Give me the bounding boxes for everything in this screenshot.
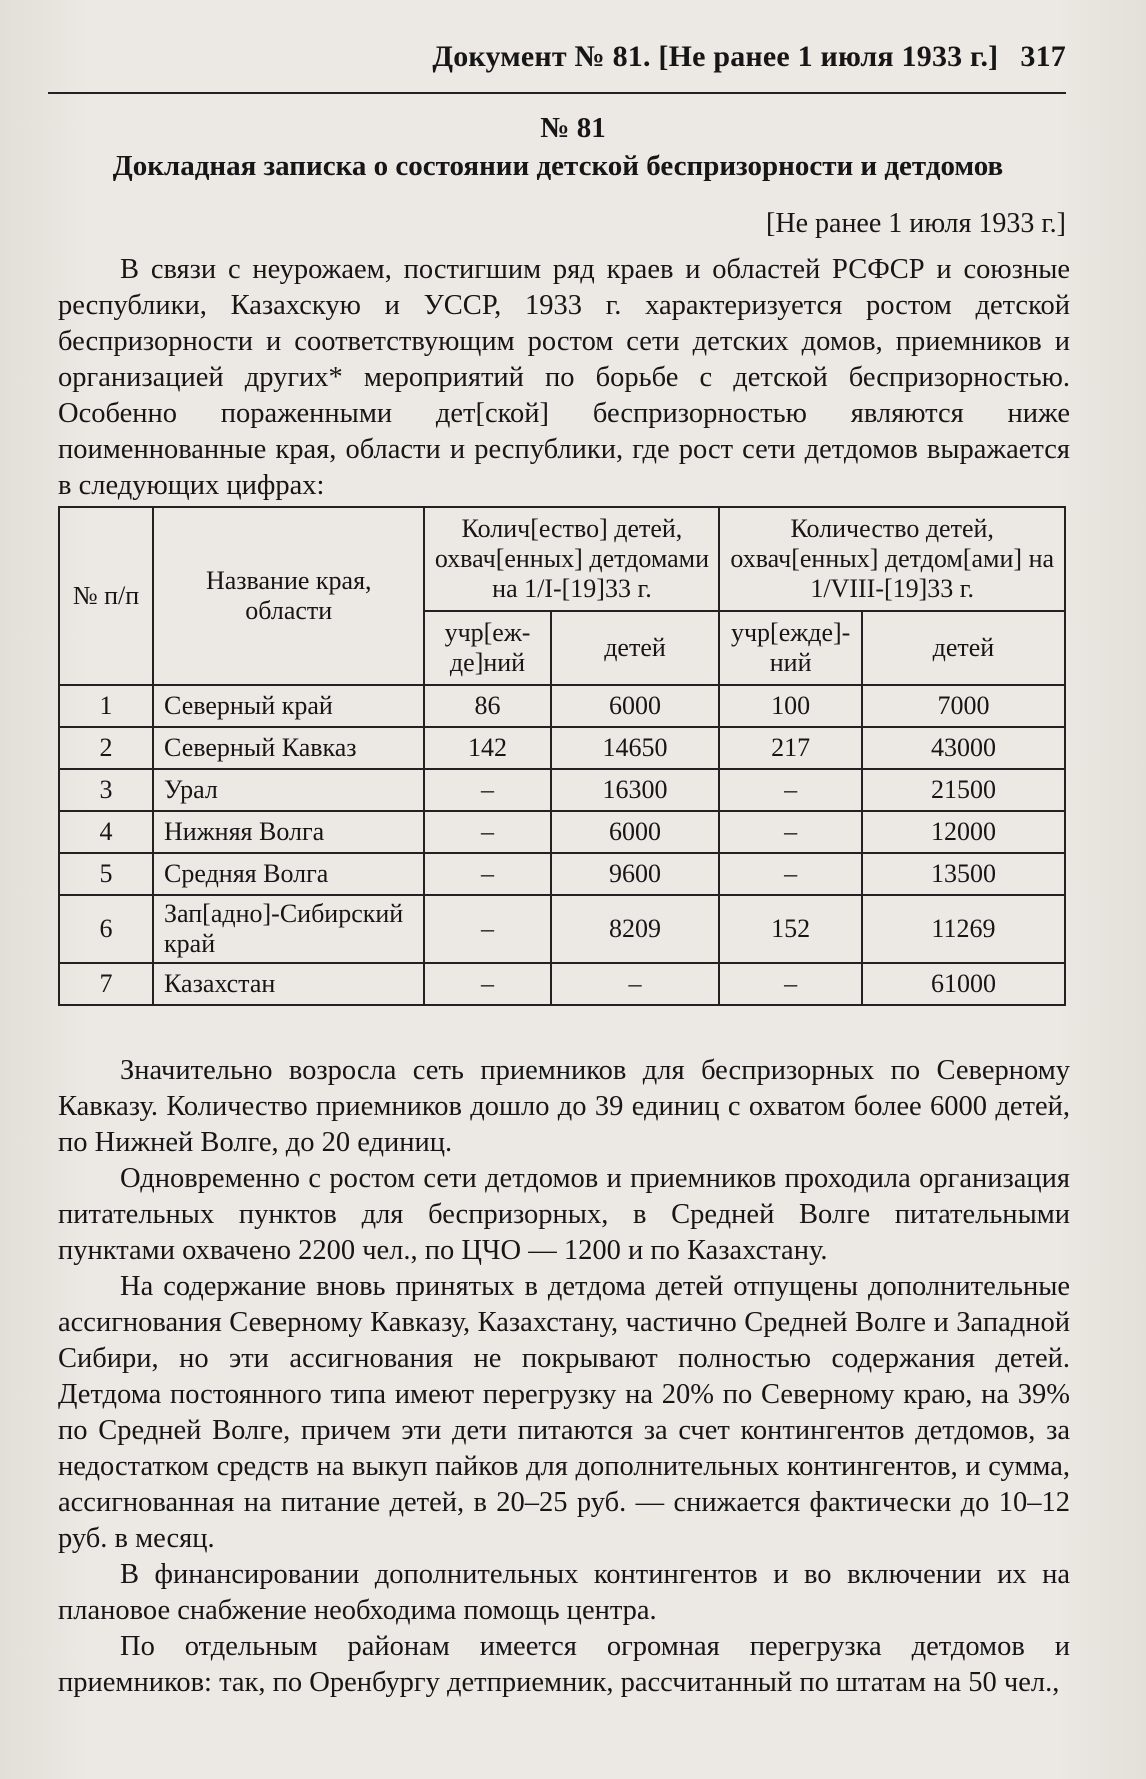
children-jan: – bbox=[551, 963, 720, 1005]
children-aug: 21500 bbox=[862, 769, 1065, 811]
table-row bbox=[59, 963, 1065, 1005]
paragraph: На содержание вновь принятых в детдома детей отпущены дополнительные ассигнования Северному Кавказу, Казахстану, частично Средней Волге и Западной Сибири, но эти ассигнования не покрывают полностью содержания детей. Детдома постоянного типа имеют перегрузку на 20% по Северному краю, на 39% по Средней Волге, причем эти дети питаются за счет контингентов детдомов, за недостатком средств на выкуп пайков для дополнительных контингентов, и сумма, ассигнованная на питание детей, в 20–25 руб. — снижается фактически до 10–12 руб. в месяц. bbox=[58, 1271, 1070, 1554]
column-group-jan-1933: Колич[ество] детей, охвач[енных] детдомами на 1/I-[19]33 г. bbox=[424, 507, 719, 611]
institutions-jan: – bbox=[424, 963, 550, 1005]
region-name: Нижняя Волга bbox=[153, 811, 424, 853]
institutions-jan: – bbox=[424, 853, 550, 895]
region-name: Зап[адно]-Сибирский край bbox=[153, 895, 424, 963]
column-header-children-2: детей bbox=[862, 611, 1065, 685]
row-number: 5 bbox=[59, 853, 153, 895]
children-jan: 16300 bbox=[551, 769, 720, 811]
column-header-region: Название края, области bbox=[153, 507, 424, 685]
table-row bbox=[59, 685, 1065, 727]
institutions-aug: – bbox=[719, 811, 861, 853]
column-header-number: № п/п bbox=[59, 507, 153, 685]
row-number: 6 bbox=[59, 895, 153, 963]
region-name: Урал bbox=[153, 769, 424, 811]
children-jan: 14650 bbox=[551, 727, 720, 769]
table-row bbox=[59, 769, 1065, 811]
children-jan: 6000 bbox=[551, 685, 720, 727]
institutions-aug: – bbox=[719, 853, 861, 895]
institutions-jan: – bbox=[424, 895, 550, 963]
running-header bbox=[48, 40, 1066, 74]
running-title: Документ № 81. [Не ранее 1 июля 1933 г.] bbox=[432, 40, 999, 73]
children-jan: 6000 bbox=[551, 811, 720, 853]
row-number: 1 bbox=[59, 685, 153, 727]
document-title: Докладная записка о состоянии детской беспризорности и детдомов bbox=[112, 150, 1004, 182]
institutions-aug: 217 bbox=[719, 727, 861, 769]
institutions-jan: – bbox=[424, 769, 550, 811]
body-text-bottom bbox=[58, 1053, 1070, 1701]
institutions-aug: 152 bbox=[719, 895, 861, 963]
row-number: 4 bbox=[59, 811, 153, 853]
column-group-aug-1933: Количество детей, охвач[енных] детдом[ами] на 1/VIII-[19]33 г. bbox=[719, 507, 1065, 611]
paragraph: По отдельным районам имеется огромная перегрузка детдомов и приемников: так, по Оренбургу детприемник, рассчитанный по штатам на 50 чел., bbox=[58, 1631, 1070, 1698]
institutions-jan: 86 bbox=[424, 685, 550, 727]
document-date: [Не ранее 1 июля 1933 г.] bbox=[766, 208, 1066, 239]
row-number: 2 bbox=[59, 727, 153, 769]
table-row bbox=[59, 895, 1065, 963]
institutions-aug: – bbox=[719, 769, 861, 811]
paragraph: Значительно возросла сеть приемников для беспризорных по Северному Кавказу. Количество приемников дошло до 39 единиц с охватом более 6000 детей, по Нижней Волге, до 20 единиц. bbox=[58, 1055, 1070, 1158]
page-number: 317 bbox=[1020, 40, 1066, 73]
row-number: 7 bbox=[59, 963, 153, 1005]
institutions-jan: – bbox=[424, 811, 550, 853]
region-name: Казахстан bbox=[153, 963, 424, 1005]
statistics-table bbox=[58, 506, 1066, 1006]
region-name: Северный Кавказ bbox=[153, 727, 424, 769]
table-row bbox=[59, 811, 1065, 853]
institutions-jan: 142 bbox=[424, 727, 550, 769]
paragraph: В связи с неурожаем, постигшим ряд краев и областей РСФСР и союзные республики, Казахскую и УССР, 1933 г. характеризуется ростом детской беспризорности и соответствующим ростом сети детских домов, приемников и организацией других* мероприятий по борьбе с детской беспризорностью. Особенно пораженными дет[ской] беспризорностью являются ниже поименнованные края, области и республики, где рост сети детдомов выражается в следующих цифрах: bbox=[58, 254, 1070, 501]
children-aug: 61000 bbox=[862, 963, 1065, 1005]
table-row bbox=[59, 853, 1065, 895]
column-header-institutions-2: учр[ежде]-ний bbox=[719, 611, 861, 685]
region-name: Северный край bbox=[153, 685, 424, 727]
header-rule bbox=[48, 92, 1066, 94]
children-jan: 8209 bbox=[551, 895, 720, 963]
column-header-children-1: детей bbox=[551, 611, 720, 685]
children-aug: 12000 bbox=[862, 811, 1065, 853]
children-jan: 9600 bbox=[551, 853, 720, 895]
row-number: 3 bbox=[59, 769, 153, 811]
paragraph: В финансировании дополнительных контингентов и во включении их на плановое снабжение необходима помощь центра. bbox=[58, 1559, 1070, 1626]
body-text-top bbox=[58, 252, 1070, 504]
children-aug: 43000 bbox=[862, 727, 1065, 769]
children-aug: 11269 bbox=[862, 895, 1065, 963]
table-row bbox=[59, 727, 1065, 769]
children-aug: 13500 bbox=[862, 853, 1065, 895]
institutions-aug: – bbox=[719, 963, 861, 1005]
column-header-institutions-1: учр[еж-де]ний bbox=[424, 611, 550, 685]
institutions-aug: 100 bbox=[719, 685, 861, 727]
document-number: № 81 bbox=[540, 112, 606, 144]
paragraph: Одновременно с ростом сети детдомов и приемников проходила организация питательных пунктов для беспризорных, в Средней Волге питательными пунктами охвачено 2200 чел., по ЦЧО — 1200 и по Казахстану. bbox=[58, 1163, 1070, 1266]
children-aug: 7000 bbox=[862, 685, 1065, 727]
region-name: Средняя Волга bbox=[153, 853, 424, 895]
